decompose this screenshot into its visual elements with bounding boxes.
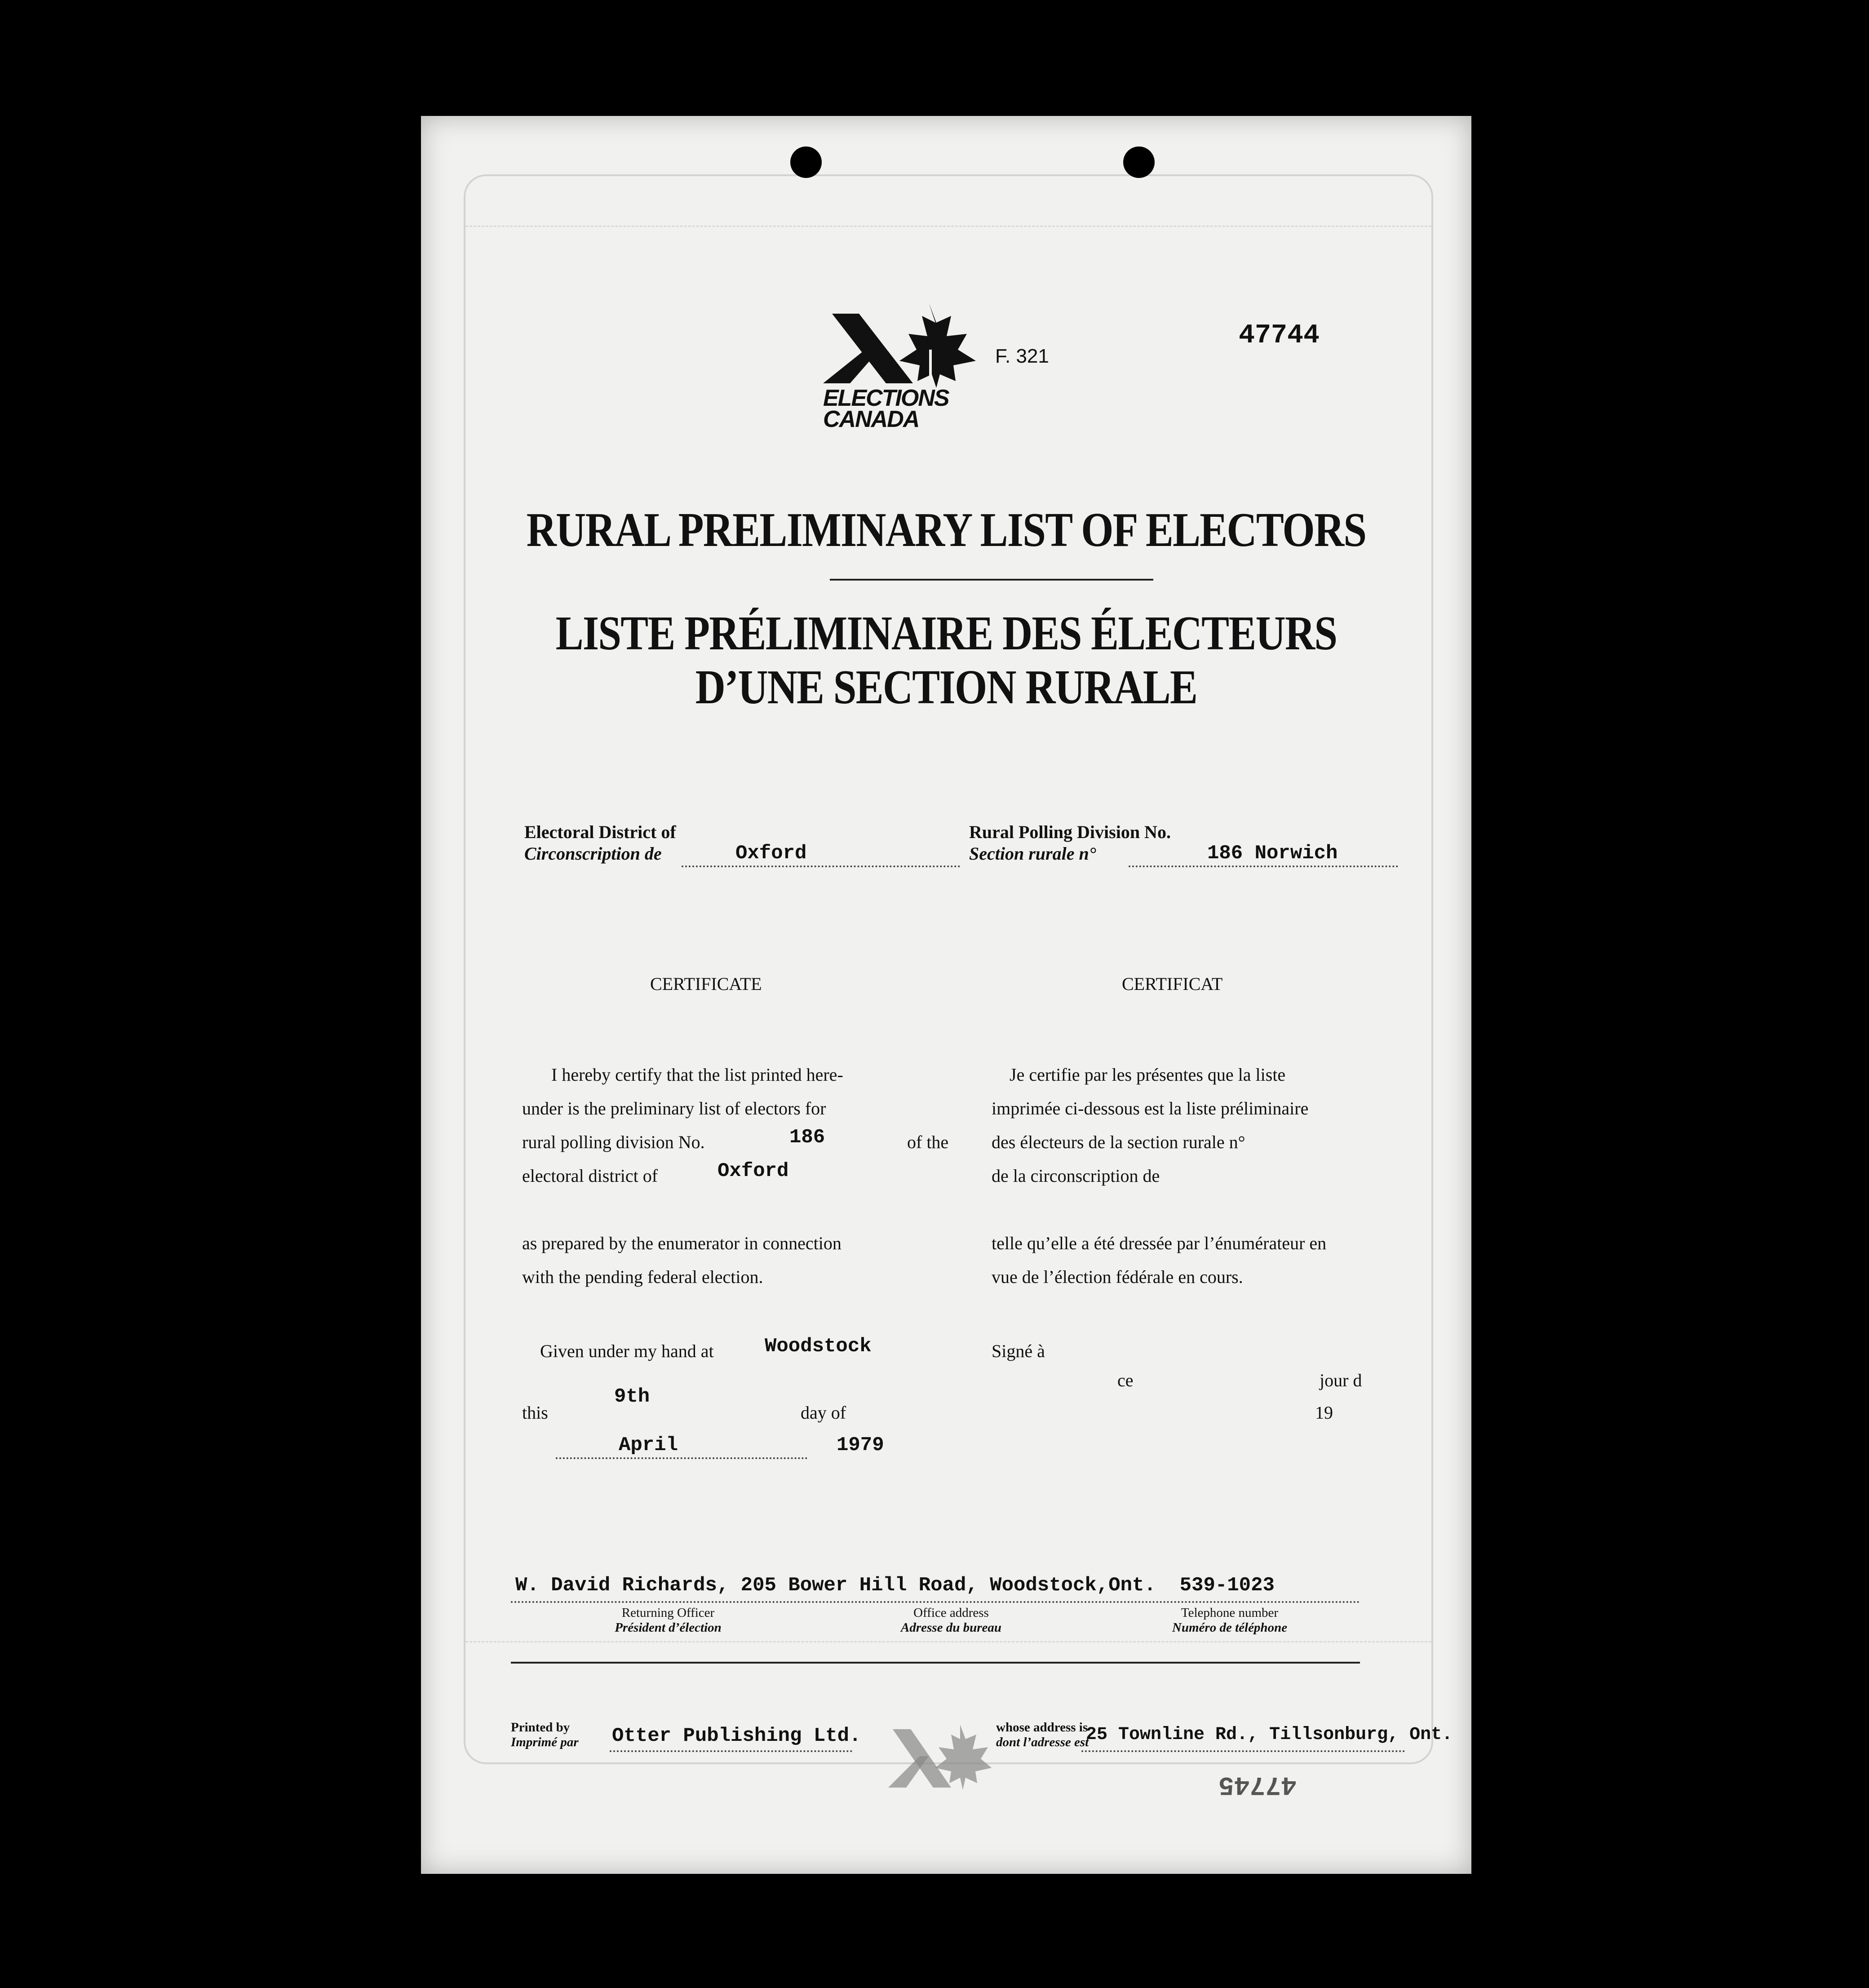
elections-canada-logo	[823, 305, 989, 430]
punch-hole-right	[1123, 146, 1155, 178]
polling-division-value: 186 Norwich	[1207, 842, 1338, 865]
office-address-label-en: Office address	[913, 1606, 989, 1620]
elections-canada-watermark-icon	[888, 1725, 992, 1792]
title-french-line2: D’UNE SECTION RURALE	[695, 661, 1197, 714]
certificate-en-line2: under is the preliminary list of electors for	[522, 1098, 826, 1118]
printed-by-caption	[511, 1720, 579, 1750]
telephone-label-fr: Numéro de téléphone	[1172, 1620, 1288, 1635]
returning-officer-typed-line: W. David Richards, 205 Bower Hill Road, Woodstock,Ont. 539-1023	[515, 1574, 1275, 1597]
polling-division-label-en: Rural Polling Division No.	[969, 822, 1171, 842]
printer-address-underline	[1081, 1750, 1405, 1752]
certificate-heading-en: CERTIFICATE	[650, 974, 762, 994]
given-under-hand-label: Given under my hand at	[540, 1341, 714, 1361]
punch-hole-left	[790, 146, 822, 178]
certificate-en-division-value: 186	[789, 1126, 825, 1149]
month-underline	[556, 1457, 807, 1459]
year-value: 1979	[837, 1434, 884, 1456]
printer-name-underline	[610, 1750, 852, 1752]
certificate-heading-fr: CERTIFICAT	[1122, 974, 1223, 994]
address-label-en: whose address is	[996, 1720, 1088, 1735]
title-english: RURAL PRELIMINARY LIST OF ELECTORS	[526, 503, 1366, 557]
logo-text-elections: ELECTIONS	[823, 385, 949, 411]
certificate-fr-line5: telle qu’elle a été dressée par l’énumérateur en	[992, 1233, 1327, 1253]
form-number: F. 321	[995, 345, 1049, 367]
polling-division-underline	[1129, 865, 1398, 867]
document-page	[421, 116, 1471, 1874]
ce-label: ce	[1117, 1370, 1134, 1390]
certificate-en-line1: I hereby certify that the list printed here-	[551, 1065, 843, 1085]
address-label-fr: dont l’adresse est	[996, 1735, 1089, 1749]
title-french-line1: LISTE PRÉLIMINAIRE DES ÉLECTEURS	[555, 607, 1337, 660]
signed-at-label: Signé à	[992, 1341, 1045, 1361]
title-divider	[830, 579, 1153, 581]
office-address-label-fr: Adresse du bureau	[901, 1620, 1001, 1635]
maple-leaf-x-icon	[823, 305, 989, 390]
certificate-fr-line6: vue de l’élection fédérale en cours.	[992, 1267, 1243, 1287]
day-of-label: day of	[801, 1402, 846, 1423]
printed-by-label-en: Printed by	[511, 1720, 570, 1735]
certificate-fr-line2: imprimée ci-dessous est la liste préliminaire	[992, 1098, 1309, 1118]
jour-label: jour d	[1320, 1370, 1362, 1390]
returning-officer-underline	[511, 1601, 1360, 1603]
telephone-caption	[1140, 1606, 1320, 1635]
certificate-en-line5: as prepared by the enumerator in connection	[522, 1233, 841, 1253]
certificate-en-line6: with the pending federal election.	[522, 1267, 763, 1287]
returning-officer-label-fr: Président d’élection	[615, 1620, 722, 1635]
district-label-en: Electoral District of	[524, 822, 676, 842]
printer-name: Otter Publishing Ltd.	[612, 1725, 861, 1747]
certificate-en-district-value: Oxford	[717, 1160, 789, 1182]
office-address-caption	[870, 1606, 1032, 1635]
district-label-fr: Circonscription de	[524, 843, 662, 864]
returning-officer-label-en: Returning Officer	[621, 1606, 715, 1620]
logo-text-canada: CANADA	[823, 406, 919, 432]
telephone-label-en: Telephone number	[1181, 1606, 1279, 1620]
certificate-en-line3-end: of the	[907, 1132, 949, 1152]
certificate-fr-line4: de la circonscription de	[992, 1166, 1160, 1186]
district-value: Oxford	[735, 842, 807, 865]
serial-number: 47744	[1239, 320, 1320, 351]
month-value: April	[619, 1434, 678, 1456]
printed-by-label-fr: Imprimé par	[511, 1735, 579, 1749]
printer-address: 25 Townline Rd., Tillsonburg, Ont.	[1086, 1725, 1453, 1745]
year-prefix-fr: 19	[1315, 1402, 1333, 1423]
certificate-fr-line3: des électeurs de la section rurale n°	[992, 1132, 1245, 1152]
certificate-en-line3: rural polling division No.	[522, 1132, 705, 1152]
polling-division-label-fr: Section rurale n°	[969, 843, 1096, 864]
bottom-stamp-number: 47745	[1218, 1770, 1297, 1799]
district-underline	[682, 865, 960, 867]
caption-divider	[511, 1662, 1360, 1664]
returning-officer-caption	[578, 1606, 758, 1635]
given-place-value: Woodstock	[765, 1335, 872, 1358]
certificate-en-line4: electoral district of	[522, 1166, 658, 1186]
day-value: 9th	[614, 1385, 650, 1408]
address-caption	[996, 1720, 1089, 1750]
certificate-fr-line1: Je certifie par les présentes que la liste	[1010, 1065, 1286, 1085]
this-label: this	[522, 1402, 548, 1423]
